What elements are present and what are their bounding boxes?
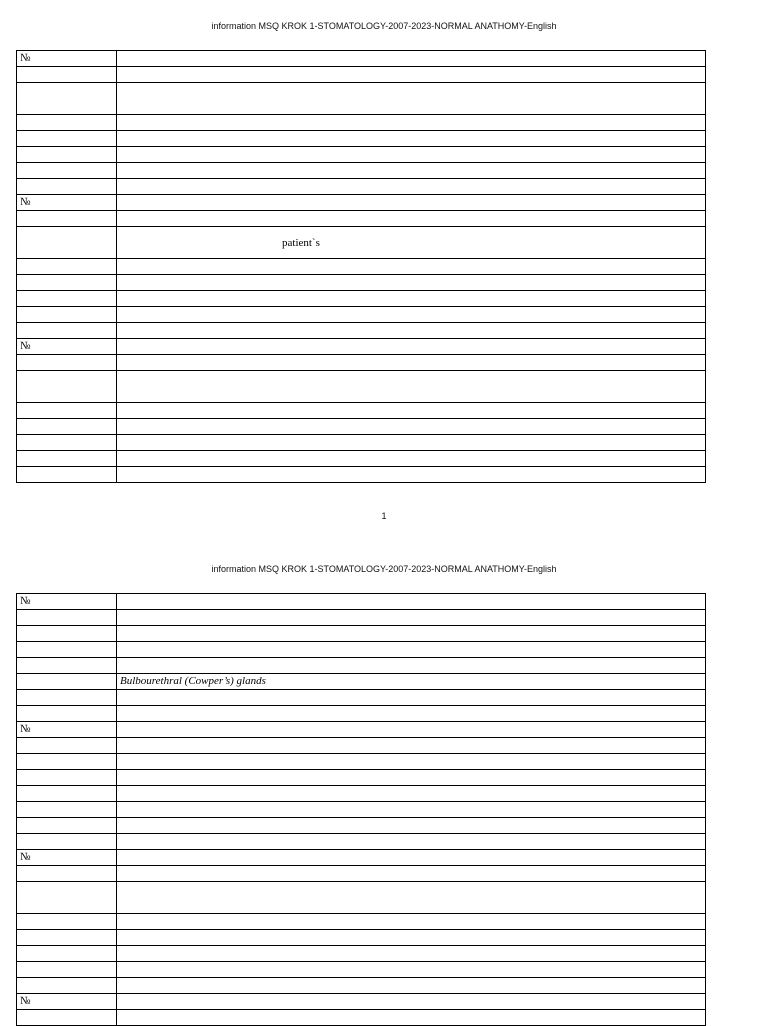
table-row <box>17 594 706 610</box>
number-cell: № <box>17 339 117 355</box>
table-row <box>17 291 706 307</box>
table-row <box>17 131 706 147</box>
answer-cell: Bulbourethral (Cowper’s) glands <box>117 674 706 690</box>
table-row <box>17 83 706 115</box>
table-row <box>17 179 706 195</box>
table-row <box>17 307 706 323</box>
table-row <box>17 978 706 994</box>
question-cell <box>117 371 706 403</box>
table-row <box>17 51 706 67</box>
table-row <box>17 355 706 371</box>
table-row <box>17 275 706 291</box>
table-row <box>17 658 706 674</box>
table-row <box>17 786 706 802</box>
table-row <box>17 435 706 451</box>
page-header: information MSQ KROK 1-STOMATOLOGY-2007-2023-NORMAL ANATHOMY-English <box>211 21 557 31</box>
table-row <box>17 451 706 467</box>
table-row <box>17 914 706 930</box>
table-row <box>17 419 706 435</box>
table-row <box>17 834 706 850</box>
table-row <box>17 195 706 211</box>
number-cell: № <box>17 195 117 211</box>
table-row <box>17 67 706 83</box>
table-row <box>17 642 706 658</box>
question-cell <box>117 83 706 115</box>
table-row <box>17 818 706 834</box>
question-table <box>16 50 706 483</box>
table-row <box>17 323 706 339</box>
page-number: 1 <box>381 511 387 521</box>
table-row <box>17 163 706 179</box>
question-cell <box>117 882 706 914</box>
question-table <box>16 593 706 1026</box>
question-cell: patient`s <box>117 227 706 259</box>
table-row <box>17 866 706 882</box>
table-row <box>17 115 706 131</box>
table-row <box>17 738 706 754</box>
number-cell: № <box>17 722 117 738</box>
table-row <box>17 467 706 483</box>
number-cell: № <box>17 51 117 67</box>
table-row <box>17 770 706 786</box>
page-header: information MSQ KROK 1-STOMATOLOGY-2007-2023-NORMAL ANATHOMY-English <box>211 564 557 574</box>
table-row <box>17 403 706 419</box>
table-row <box>17 371 706 403</box>
table-row <box>17 227 706 259</box>
table-row <box>17 754 706 770</box>
table-row <box>17 690 706 706</box>
table-row <box>17 802 706 818</box>
table-row <box>17 626 706 642</box>
content-cell <box>117 51 706 67</box>
table-row <box>17 211 706 227</box>
table-row <box>17 259 706 275</box>
table-row <box>17 339 706 355</box>
table-row <box>17 706 706 722</box>
table-row <box>17 1010 706 1026</box>
table-row <box>17 882 706 914</box>
table-row <box>17 946 706 962</box>
table-row <box>17 610 706 626</box>
number-cell: № <box>17 994 117 1010</box>
table-row <box>17 930 706 946</box>
table-row <box>17 994 706 1010</box>
table-row <box>17 962 706 978</box>
table-row <box>17 722 706 738</box>
table-row <box>17 674 706 690</box>
table-row <box>17 147 706 163</box>
number-cell: № <box>17 594 117 610</box>
table-row <box>17 850 706 866</box>
number-cell: № <box>17 850 117 866</box>
